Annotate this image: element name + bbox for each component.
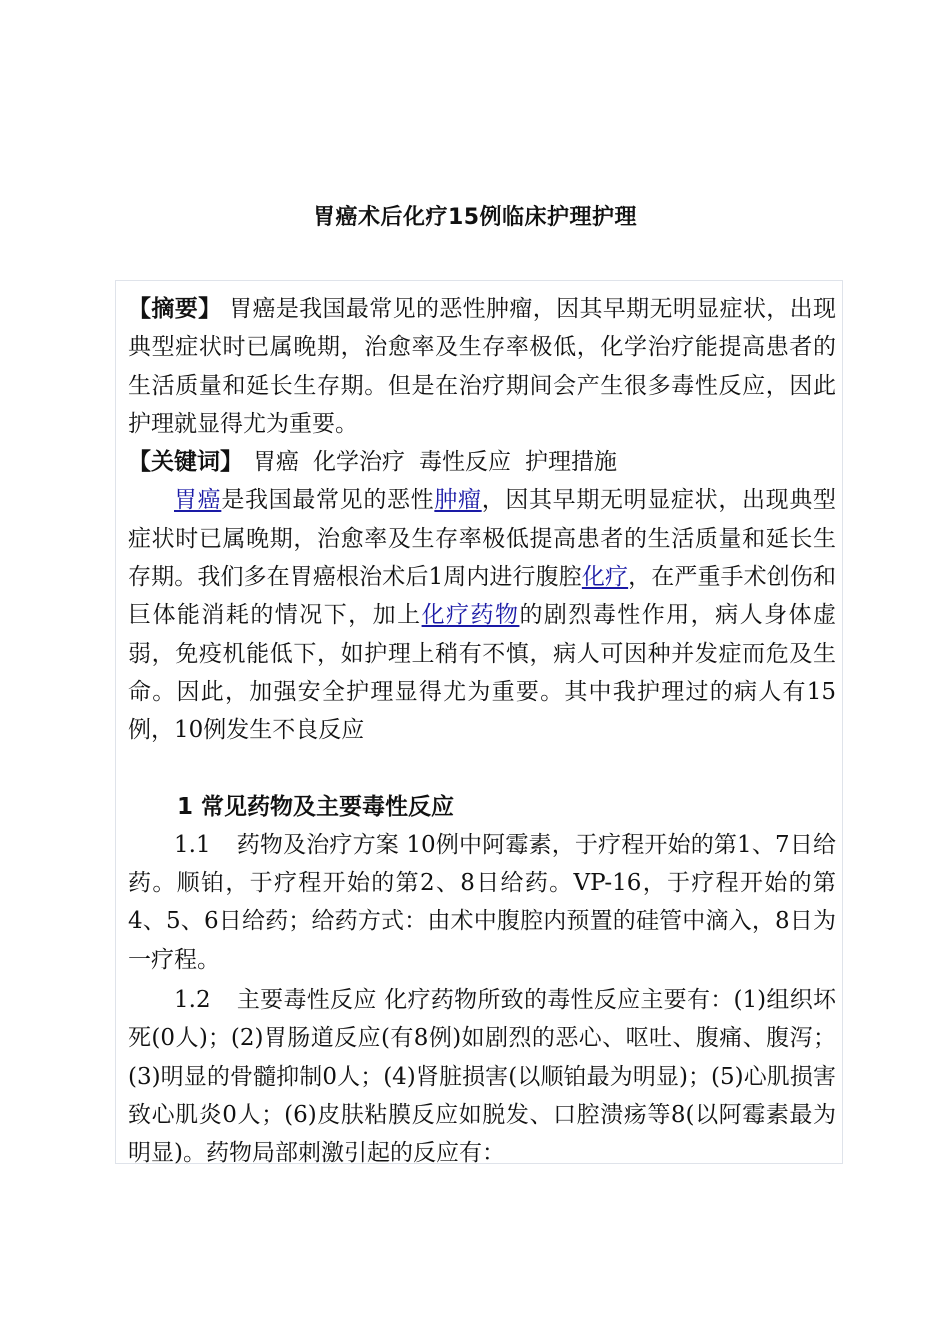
keyword-item: 毒性反应 [419, 449, 511, 476]
abstract-label: 【摘要】 [128, 296, 222, 322]
page-title: 胃癌术后化疗15例临床护理护理 [312, 205, 638, 230]
link-chemo-drugs[interactable]: 化疗药物 [421, 602, 520, 629]
intro-text-1: 是我国最常见的恶性 [221, 487, 435, 514]
abstract-paragraph [128, 290, 836, 443]
section-1-1-paragraph [128, 826, 836, 979]
link-stomach-cancer[interactable]: 胃癌 [174, 487, 222, 514]
intro-text-3: ，在严重手术创伤和巨体能消耗的情况下，加上 [128, 564, 837, 629]
section-1-heading: 1 常见药物及主要毒性反应 [177, 793, 455, 820]
keywords-label: 【关键词】 [128, 449, 243, 476]
document-body [128, 290, 836, 1173]
intro-text-2: ，因其早期无明显症状，出现典型症状时已属晚期，治愈率及生存率极低提高患者的生活质量和延长生存期。我们多在胃癌根治术后1周内进行腹腔 [128, 487, 837, 591]
intro-paragraph [128, 481, 836, 749]
section-1-2-text: 主要毒性反应 化疗药物所致的毒性反应主要有：(1)组织坏死(0人)；(2)胃肠道反应(有8例)如剧烈的恶心、呕吐、腹痛、腹泻；(3)明显的骨髓抑制0人；(4)肾脏损害(以顺铂最为明显)；(5)心肌损害致心肌炎0人；(6)皮肤粘膜反应如脱发、口腔溃疡等8(以阿霉素最为明显)。药物局部刺激引起的反应有： [128, 987, 836, 1167]
section-1-1-number: 1.1 [174, 831, 211, 858]
keyword-item: 胃癌 [253, 449, 299, 476]
keyword-item: 护理措施 [525, 449, 617, 476]
link-tumor[interactable]: 肿瘤 [434, 487, 482, 514]
section-1-2-number: 1.2 [174, 987, 211, 1014]
intro-text-4: 的剧烈毒性作用，病人身体虚弱，免疫机能低下，如护理上稍有不慎，病人可因种并发症而危及生命。因此，加强安全护理显得尤为重要。其中我护理过的病人有15例，10例发生不良反应 [128, 602, 837, 744]
link-chemotherapy[interactable]: 化疗 [581, 564, 629, 591]
section-1-2-paragraph [128, 981, 836, 1172]
abstract-text: 胃癌是我国最常见的恶性肿瘤，因其早期无明显症状，出现典型症状时已属晚期，治愈率及生存率极低，化学治疗能提高患者的生活质量和延长生存期。但是在治疗期间会产生很多毒性反应，因此护理就显得尤为重要。 [128, 296, 837, 437]
section-1-1-text: 药物及治疗方案 10例中阿霉素，于疗程开始的第1、7日给药。顺铂，于疗程开始的第2、8日给药。VP-16，于疗程开始的第4、5、6日给药；给药方式：由术中腹腔内预置的硅管中滴入，8日为一疗程。 [128, 831, 836, 973]
keywords-list [253, 449, 617, 475]
keywords-paragraph [128, 443, 836, 481]
keyword-item: 化学治疗 [313, 449, 405, 476]
